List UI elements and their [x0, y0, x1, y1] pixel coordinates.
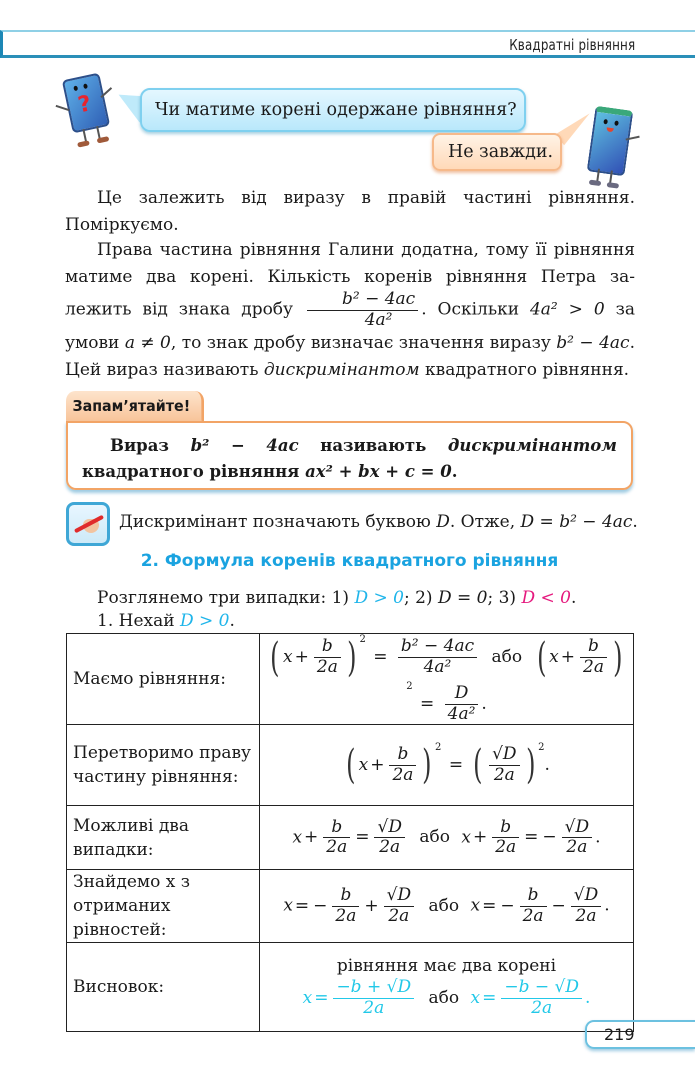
- page-number: 219: [585, 1020, 695, 1049]
- row-formula: рівняння має два корені x = $\frac{-b + √D}{2a}$ або x = $\frac{-b - √D}{2a}$ .: [260, 943, 634, 1032]
- remember-tab: Запам’ятайте!: [66, 391, 204, 421]
- pencil-hand-icon: [66, 502, 110, 546]
- question-mark-icon: ?: [75, 91, 94, 119]
- fraction-disc-over-4a2: $\frac{\text{b² − 4ac}}{\text{4a²}}$: [307, 290, 418, 330]
- note-text: Дискримінант позначають буквою D. Отже, D = b² − 4ac.: [119, 512, 638, 532]
- row-label: Знайдемо x з отриманих рівностей:: [67, 870, 260, 943]
- speech-bubble-answer: Не завжди.: [432, 133, 562, 171]
- table-row: [67, 725, 634, 806]
- row-formula: x + $\frac{b}{2a}$ = $\frac{√D}{2a}$ або x + $\frac{b}{2a}$ = − $\frac{√D}{2a}$ .: [260, 806, 634, 870]
- row-formula: ( x + $\frac{b}{2a}$ ) $^2$ = ( $\frac{√D}{2a}$ ) $^2$.: [260, 725, 634, 806]
- phone-character-left: [62, 73, 110, 134]
- chapter-title: Квадратні рівняння: [508, 36, 635, 54]
- cases-line: Розглянемо три випадки: 1) D > 0; 2) D = 0; 3) D < 0.: [97, 588, 577, 608]
- paragraph-2: Права частина рівняння Галини додатна, тому її рівняння матиме два корені. Кількість коренів рівняння Петра залежить від знака дробу $\frac{\text{b² − 4ac}}{\text{4a²}}$ . Оскільки 4a² > 0 за умови a ≠ 0, то знак дробу визначає значення виразу b² − 4ac. Цей вираз називають дискримінантом квадратного рівняння.: [65, 240, 635, 380]
- paragraph-1: Це залежить від виразу в правій частині рівняння. Поміркуємо.: [65, 188, 635, 235]
- derivation-table: [66, 633, 634, 1032]
- phone-character-right: [587, 106, 634, 177]
- row-formula: x = − $\frac{b}{2a}$ + $\frac{√D}{2a}$ або x = − $\frac{b}{2a}$ − $\frac{√D}{2a}$ .: [260, 870, 634, 943]
- table-row: [67, 634, 634, 725]
- conclusion-text: рівняння має два корені: [336, 956, 557, 976]
- speech-bubble-question: Чи матиме корені одержане рівняння?: [140, 88, 526, 132]
- row-label: Висновок:: [67, 943, 260, 1032]
- row-label: Маємо рівняння:: [67, 634, 260, 725]
- case-1-heading: 1. Нехай D > 0.: [97, 611, 235, 631]
- section-title: 2. Формула коренів квадратного рівняння: [140, 551, 559, 571]
- table-row: [67, 943, 634, 1032]
- root-formula: x = $\frac{-b + √D}{2a}$: [303, 988, 423, 1008]
- table-row: [67, 870, 634, 943]
- root-formula: x = $\frac{-b - √D}{2a}$ .: [470, 977, 591, 1018]
- row-formula: ( x + $\frac{b}{2a}$ ) $^2$ = $\frac{\text{b² − 4ac}}{\text{4a²}}$ або ( x + $\frac{b}{2a}$ )$^2$ = $\frac{D}{\text{4a²}}$ .: [260, 634, 634, 725]
- table-row: [67, 806, 634, 870]
- row-label: Можливі два випадки:: [67, 806, 260, 870]
- remember-box: Вираз b² − 4ac називають дискримінантом квадратного рівняння ax² + bx + c = 0.: [66, 421, 633, 490]
- row-label: Перетворимо праву частину рівняння:: [67, 725, 260, 806]
